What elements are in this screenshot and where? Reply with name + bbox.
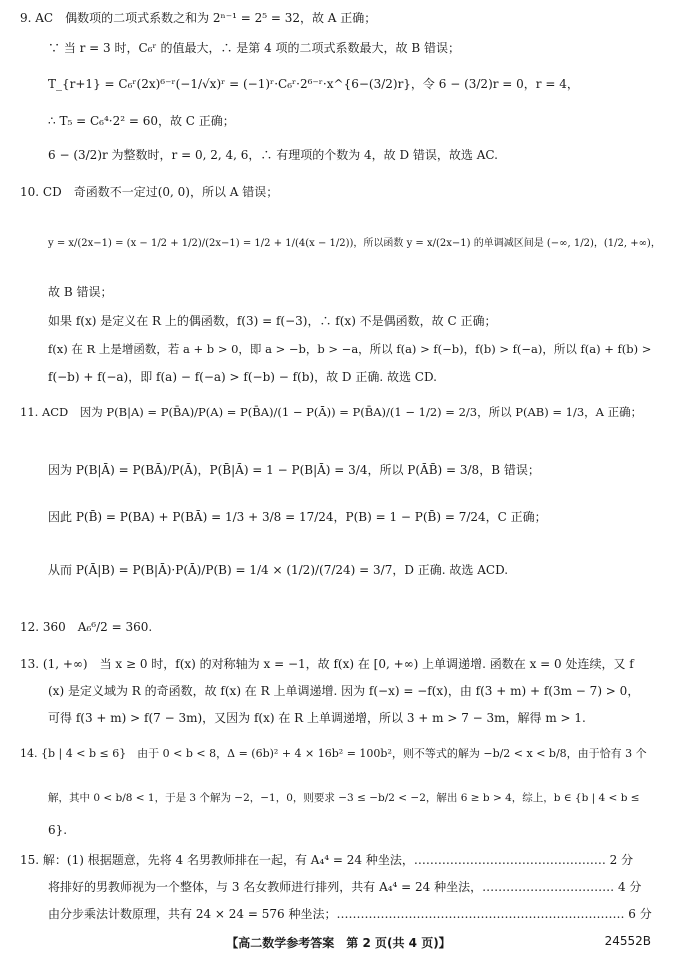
- text-line: 可得 f(3 + m) > f(7 − 3m)，又因为 f(x) 在 R 上单调递增，所以 3 + m > 7 − 3m，解得 m > 1.: [48, 711, 586, 725]
- text-line: 由分步乘法计数原理，共有 24 × 24 = 576 种坐法；……………………………………………………………… 6 分: [48, 907, 652, 921]
- text-line: 6 − (3/2)r 为整数时，r = 0, 2, 4, 6，∴ 有理项的个数为 4，故 D 错误，故选 AC.: [48, 148, 498, 162]
- text-line: 从而 P(Ā|B) = P(B|Ā)·P(Ā)/P(B) = 1/4 × (1/2)/(7/24) = 3/7，D 正确. 故选 ACD.: [48, 563, 509, 577]
- text-line: 14. {b | 4 < b ≤ 6} 由于 0 < b < 8，Δ = (6b)² + 4 × 16b² = 100b²，则不等式的解为 −b/2 < x < b/8，由于恰有 3 个: [20, 747, 647, 760]
- text-line: T_{r+1} = C₆ʳ(2x)⁶⁻ʳ(−1/√x)ʳ = (−1)ʳ·C₆ʳ·2⁶⁻ʳ·x^{6−(3/2)r}，令 6 − (3/2)r = 0，r = 4，: [48, 77, 579, 91]
- text-line: 12. 360 A₆⁶/2 = 360.: [20, 620, 153, 634]
- text-line: (x) 是定义域为 R 的奇函数，故 f(x) 在 R 上单调递增. 因为 f(−x) = −f(x)，由 f(3 + m) + f(3m − 7) > 0，: [48, 684, 640, 698]
- text-line: 11. ACD 因为 P(B|A) = P(B̄A)/P(A) = P(B̄A)/(1 − P(Ā)) = P(B̄A)/(1 − 1/2) = 2/3，所以 P(AB) = 1/3，A 正确；: [20, 405, 643, 419]
- text-line: 故 B 错误；: [48, 285, 113, 299]
- text-line: 6}.: [48, 823, 68, 837]
- text-line: 将排好的男教师视为一个整体，与 3 名女教师进行排列，共有 A₄⁴ = 24 种坐法，…………………………… 4 分: [48, 880, 642, 894]
- text-line: f(x) 在 R 上是增函数，若 a + b > 0，即 a > −b，b > −a，所以 f(a) > f(−b)，f(b) > f(−a)，所以 f(a) + f(b) >: [48, 342, 652, 356]
- text-line: ∵ 当 r = 3 时，C₆ʳ 的值最大，∴ 是第 4 项的二项式系数最大，故 B 错误；: [48, 41, 460, 55]
- text-line: 9. AC 偶数项的二项式系数之和为 2ⁿ⁻¹ = 2⁵ = 32，故 A 正确；: [20, 11, 377, 25]
- text-line: ∴ T₅ = C₆⁴·2² = 60，故 C 正确；: [48, 114, 235, 128]
- text-line: 13. (1, +∞) 当 x ≥ 0 时，f(x) 的对称轴为 x = −1，故 f(x) 在 [0, +∞) 上单调递增. 函数在 x = 0 处连续，又 f: [20, 657, 634, 671]
- text-line: 因为 P(B|Ā) = P(BĀ)/P(Ā)，P(B̄|Ā) = 1 − P(B|Ā) = 3/4，所以 P(ĀB̄) = 3/8，B 错误；: [48, 463, 540, 477]
- text-line: 如果 f(x) 是定义在 R 上的偶函数，f(3) = f(−3)，∴ f(x) 不是偶函数，故 C 正确；: [48, 314, 497, 328]
- text-line: 解，其中 0 < b/8 < 1，于是 3 个解为 −2，−1，0，则要求 −3 ≤ −b/2 < −2，解出 6 ≥ b > 4，综上，b ∈ {b | 4 < b ≤: [48, 792, 640, 804]
- footer-title: 【高二数学参考答案 第 2 页(共 4 页)】: [226, 936, 451, 950]
- footer-code: 24552B: [604, 934, 651, 948]
- text-line: 15. 解：(1) 根据题意，先将 4 名男教师排在一起，有 A₄⁴ = 24 种坐法，………………………………………… 2 分: [20, 853, 634, 867]
- text-line: y = x/(2x−1) = (x − 1/2 + 1/2)/(2x−1) = 1/2 + 1/(4(x − 1/2))，所以函数 y = x/(2x−1) 的单调减区间是 (−∞, 1/2)，(1/2, +∞)，: [48, 238, 661, 249]
- text-line: 因此 P(B̄) = P(BA) + P(BĀ) = 1/3 + 3/8 = 17/24，P(B) = 1 − P(B̄) = 7/24，C 正确；: [48, 510, 547, 524]
- text-line: f(−b) + f(−a)，即 f(a) − f(−a) > f(−b) − f(b)，故 D 正确. 故选 CD.: [48, 370, 437, 384]
- text-line: 10. CD 奇函数不一定过(0, 0)，所以 A 错误；: [20, 185, 279, 199]
